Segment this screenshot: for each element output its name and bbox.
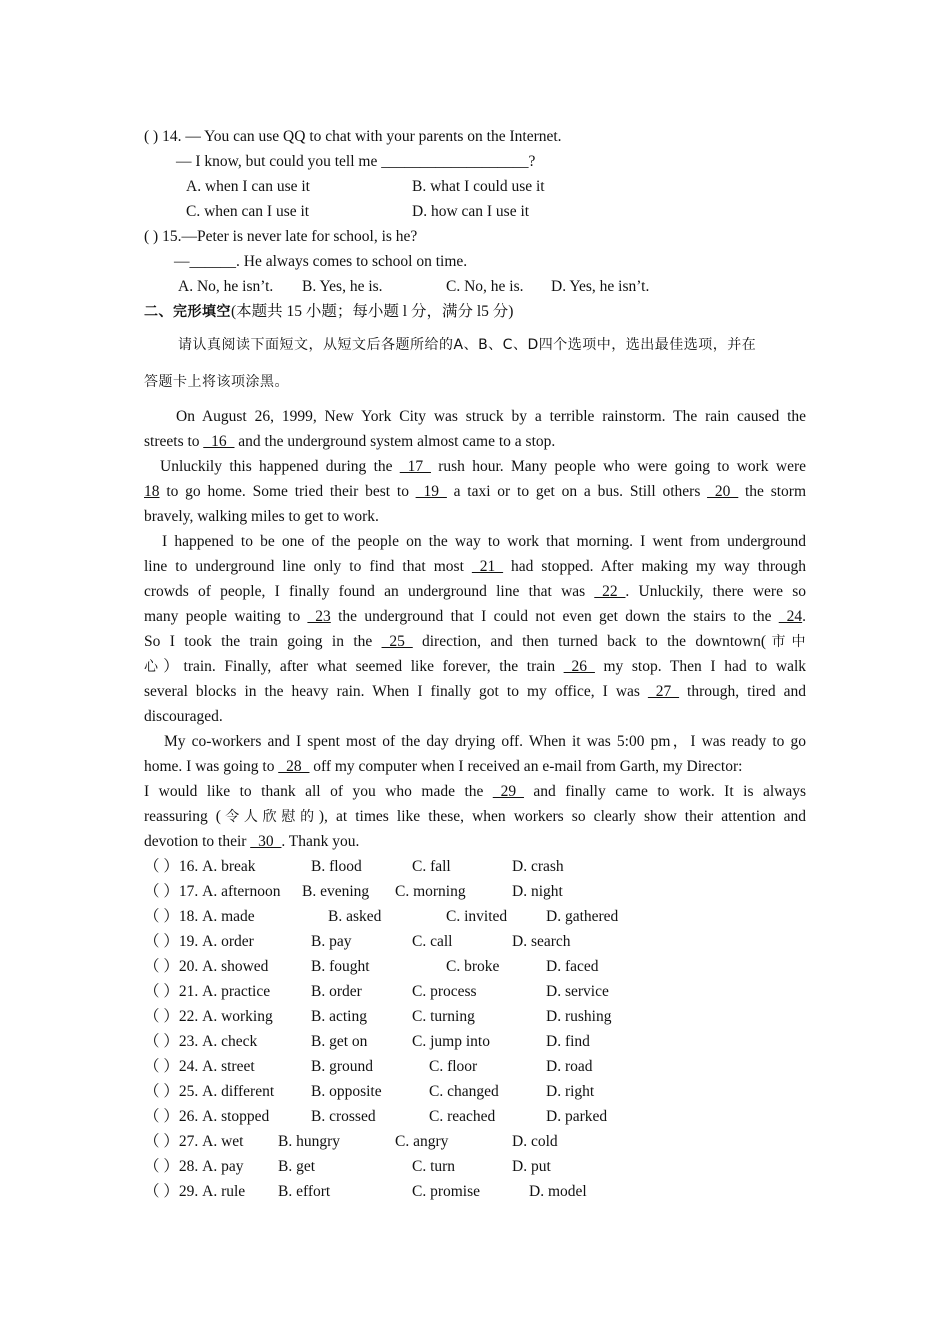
option-a: （ ）17. A. afternoon bbox=[144, 883, 281, 900]
option-d: D. search bbox=[512, 933, 571, 950]
passage-line: I happened to be one of the people on the way to work that morning. I went from underground bbox=[162, 533, 806, 550]
option-c: C. changed bbox=[429, 1083, 499, 1100]
option-d: D. right bbox=[546, 1083, 595, 1100]
blank-20: _20_ bbox=[707, 483, 739, 500]
option-a: （ ）22. A. working bbox=[144, 1008, 273, 1025]
q15-option-c: C. No, he is. bbox=[446, 278, 524, 295]
option-d: D. night bbox=[512, 883, 563, 900]
blank-29: _29_ bbox=[492, 783, 524, 800]
blank-26: _26_ bbox=[563, 658, 595, 675]
option-a: （ ）28. A. pay bbox=[144, 1158, 244, 1175]
option-b: B. get on bbox=[311, 1033, 368, 1050]
option-c: C. turn bbox=[412, 1158, 456, 1175]
option-b: B. order bbox=[311, 983, 362, 1000]
option-d: D. find bbox=[546, 1033, 590, 1050]
passage-line: reassuring (令人欣慰的), at times like these, when workers so clearly show their attention and bbox=[144, 808, 806, 825]
option-a: （ ）27. A. wet bbox=[144, 1133, 244, 1150]
section-note: (本题共 15 小题；每小题 l 分，满分 l5 分) bbox=[231, 303, 514, 320]
option-c: C. floor bbox=[429, 1058, 478, 1075]
blank-16: _16_ bbox=[203, 433, 235, 450]
option-a: （ ）16. A. break bbox=[144, 858, 256, 875]
option-c: C. jump into bbox=[412, 1033, 490, 1050]
blank-25: _25_ bbox=[381, 633, 413, 650]
q14-option-a: A. when I can use it bbox=[186, 178, 310, 195]
instruction-line-1: 请认真阅读下面短文，从短文后各题所给的A、B、C、D四个选项中，选出最佳选项，并在 bbox=[178, 337, 757, 353]
passage-line: I would like to thank all of you who made the _29_ and finally came to work. It is always bbox=[144, 783, 807, 800]
q14-option-b: B. what I could use it bbox=[412, 178, 545, 195]
passage-line: crowds of people, I finally found an underground line that was _22_. Unluckily, there were so bbox=[144, 583, 806, 600]
option-d: D. gathered bbox=[546, 908, 619, 925]
passage-line: streets to _16_ and the underground system almost came to a stop. bbox=[144, 433, 556, 450]
blank-24: _24 bbox=[778, 608, 803, 625]
option-b: B. effort bbox=[278, 1183, 331, 1200]
option-a: （ ）29. A. rule bbox=[144, 1183, 246, 1200]
option-c: C. angry bbox=[395, 1133, 449, 1150]
passage-line: discouraged. bbox=[144, 708, 223, 725]
instruction-line-2: 答题卡上将该项涂黑。 bbox=[144, 374, 289, 390]
blank-21: _21_ bbox=[471, 558, 503, 575]
option-d: D. faced bbox=[546, 958, 599, 975]
q15-line2: —______. He always comes to school on time. bbox=[174, 253, 468, 270]
q14-stem: ( ) 14. — You can use QQ to chat with your parents on the Internet. bbox=[144, 128, 562, 145]
passage-line: devotion to their _30_. Thank you. bbox=[144, 833, 360, 850]
option-c: C. reached bbox=[429, 1108, 496, 1125]
q14-option-c: C. when can I use it bbox=[186, 203, 310, 220]
section-heading bbox=[144, 299, 513, 325]
passage-line: My co-workers and I spent most of the day drying off. When it was 5:00 pm，I was ready to go bbox=[164, 733, 806, 750]
section-title: 二、完形填空 bbox=[144, 304, 231, 320]
option-c: C. process bbox=[412, 983, 477, 1000]
option-c: C. promise bbox=[412, 1183, 481, 1200]
option-d: D. put bbox=[512, 1158, 551, 1175]
q14-line2: — I know, but could you tell me ___________________? bbox=[176, 153, 536, 170]
option-c: C. invited bbox=[446, 908, 508, 925]
option-a: （ ）18. A. made bbox=[144, 908, 255, 925]
passage-line: 心）train. Finally, after what seemed like forever, the train _26_ my stop. Then I had to walk bbox=[144, 658, 807, 675]
blank-17: _17_ bbox=[399, 458, 431, 475]
option-b: B. pay bbox=[311, 933, 352, 950]
option-c: C. morning bbox=[395, 883, 466, 900]
option-a: （ ）25. A. different bbox=[144, 1083, 275, 1100]
option-d: D. service bbox=[546, 983, 609, 1000]
passage-line: several blocks in the heavy rain. When I finally got to my office, I was _27_ through, tired and bbox=[144, 683, 806, 700]
option-b: B. ground bbox=[311, 1058, 373, 1075]
option-c: C. turning bbox=[412, 1008, 475, 1025]
option-b: B. hungry bbox=[278, 1133, 340, 1150]
option-a: （ ）21. A. practice bbox=[144, 983, 271, 1000]
option-a: （ ）20. A. showed bbox=[144, 958, 269, 975]
option-a: （ ）26. A. stopped bbox=[144, 1108, 270, 1125]
passage-line: 18 to go home. Some tried their best to _19_ a taxi or to get on a bus. Still others _20_ the storm bbox=[144, 483, 807, 500]
option-b: B. get bbox=[278, 1158, 316, 1175]
option-d: D. parked bbox=[546, 1108, 608, 1125]
option-b: B. evening bbox=[302, 883, 370, 900]
passage-line: many people waiting to _23 the underground that I could not even get down the stairs to the _24. bbox=[144, 608, 806, 625]
q15-option-b: B. Yes, he is. bbox=[302, 278, 383, 295]
passage-line: So I took the train going in the _25_ direction, and then turned back to the downtown(市中 bbox=[144, 633, 807, 650]
option-c: C. call bbox=[412, 933, 453, 950]
blank-27: _27_ bbox=[647, 683, 679, 700]
passage-line: On August 26, 1999, New York City was struck by a terrible rainstorm. The rain caused the bbox=[176, 408, 806, 425]
option-c: C. broke bbox=[446, 958, 500, 975]
blank-30: _30_ bbox=[250, 833, 282, 850]
option-a: （ ）19. A. order bbox=[144, 933, 254, 950]
q14-option-d: D. how can I use it bbox=[412, 203, 530, 220]
blank-22: _22_ bbox=[594, 583, 626, 600]
blank-19: _19_ bbox=[415, 483, 447, 500]
option-d: D. model bbox=[529, 1183, 587, 1200]
q15-option-a: A. No, he isn’t. bbox=[178, 278, 274, 295]
passage-line: bravely, walking miles to get to work. bbox=[144, 508, 379, 525]
passage-line: Unluckily this happened during the _17_ rush hour. Many people who were going to work were bbox=[160, 458, 806, 475]
option-a: （ ）23. A. check bbox=[144, 1033, 258, 1050]
option-b: B. acting bbox=[311, 1008, 367, 1025]
q15-option-d: D. Yes, he isn’t. bbox=[551, 278, 650, 295]
option-d: D. cold bbox=[512, 1133, 558, 1150]
blank-23: _23 bbox=[307, 608, 331, 625]
option-a: （ ）24. A. street bbox=[144, 1058, 255, 1075]
passage-line: home. I was going to _28_ off my computer when I received an e-mail from Garth, my Director: bbox=[144, 758, 743, 775]
option-c: C. fall bbox=[412, 858, 451, 875]
q15-stem: ( ) 15.—Peter is never late for school, is he? bbox=[144, 228, 418, 245]
blank-18: 18 bbox=[144, 483, 160, 500]
option-d: D. road bbox=[546, 1058, 593, 1075]
passage-line: line to underground line only to find that most _21_ had stopped. After making my way through bbox=[144, 558, 806, 575]
option-b: B. opposite bbox=[311, 1083, 382, 1100]
blank-28: _28_ bbox=[278, 758, 310, 775]
option-b: B. crossed bbox=[311, 1108, 376, 1125]
option-b: B. fought bbox=[311, 958, 370, 975]
option-b: B. flood bbox=[311, 858, 362, 875]
option-d: D. crash bbox=[512, 858, 564, 875]
option-b: B. asked bbox=[328, 908, 382, 925]
option-d: D. rushing bbox=[546, 1008, 612, 1025]
